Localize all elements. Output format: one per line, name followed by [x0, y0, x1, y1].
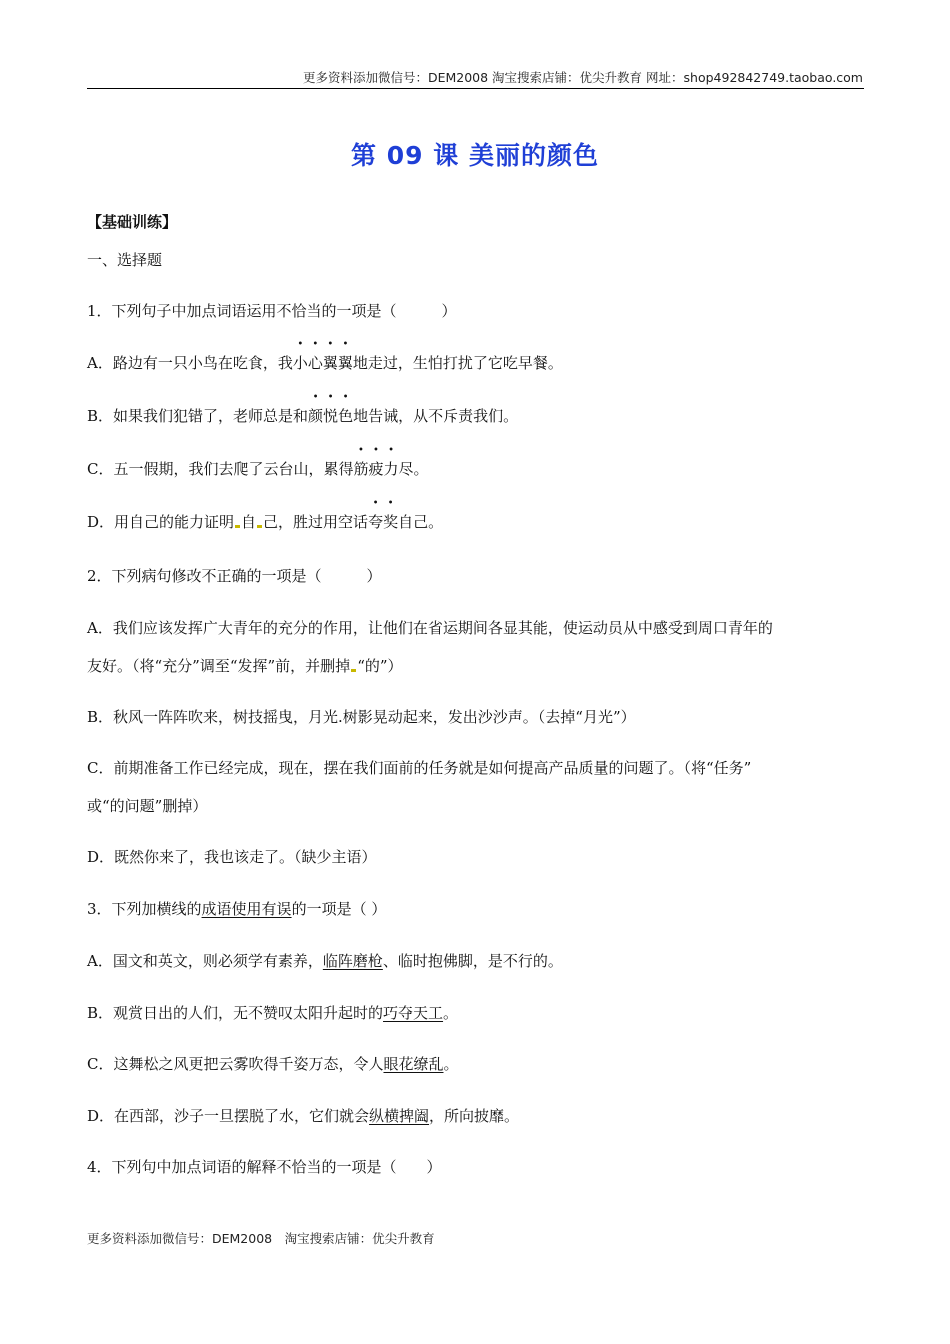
q3-c-pre: C．这舞松之风更把云雾吹得千姿万态，令人	[87, 1055, 384, 1073]
q1-b-dotted	[308, 407, 353, 425]
q2-option-a-line1: A．我们应该发挥广大青年的充分的作用，让他们在省运期间各显其能，使运动员从中感受到周口青年的	[87, 619, 773, 637]
q1-c-post: 尽。	[398, 460, 429, 478]
q3-c-idiom: 眼花缭乱	[383, 1055, 444, 1073]
q3-a-pre: A．国文和英文，则必须学有素养，	[87, 952, 323, 970]
q3-stem-pre: 3．下列加横线的	[87, 900, 202, 918]
page-footer: 更多资料添加微信号：DEM2008 淘宝搜索店铺：优尖升教育	[87, 1231, 435, 1246]
highlight-mark	[351, 669, 356, 672]
q2-option-c-line2: 或“的问题”删掉）	[87, 797, 208, 815]
q3-option-d	[87, 1106, 519, 1126]
page-header: 更多资料添加微信号：DEM2008 淘宝搜索店铺：优尖升教育 网址：shop492842749.taobao.com	[302, 70, 863, 85]
q1-b-post: 地告诫，从不斥责我们。	[353, 407, 519, 425]
q3-option-b	[87, 1003, 458, 1023]
highlight-mark	[257, 525, 262, 528]
part-label: 一、选择题	[87, 251, 163, 269]
q1-a-pre: A．路边有一只小鸟在吃食，我	[87, 354, 293, 372]
q2-option-a-line2	[87, 656, 403, 676]
q3-stem	[87, 899, 386, 919]
emphasis-dot-char: 悦	[323, 407, 339, 425]
q1-option-c	[87, 459, 429, 479]
emphasis-dot-char: 翼	[337, 354, 353, 372]
q3-a-idiom: 临阵磨枪	[322, 952, 383, 970]
q1-option-b	[87, 406, 518, 426]
q1-d-mid2: 己，胜过用空话	[263, 513, 369, 531]
q3-c-post: 。	[443, 1055, 459, 1073]
q2-a-line2-post: “的”）	[357, 657, 403, 675]
q1-d-dotted	[368, 513, 398, 531]
q2-option-c-line1: C．前期准备工作已经完成，现在，摆在我们面前的任务就是如何提高产品质量的问题了。（将“任务”	[87, 759, 752, 777]
emphasis-dot-char: 色	[338, 407, 354, 425]
q2-a-line2-pre: 友好。（将“充分”调至“发挥”前，并删掉	[87, 657, 351, 675]
q1-d-pre: D．用自己的能力证明	[87, 513, 235, 531]
q2-stem: 2．下列病句修改不正确的一项是（ ）	[87, 567, 382, 585]
section-label: 【基础训练】	[87, 213, 178, 231]
q1-d-post: 自己。	[398, 513, 444, 531]
emphasis-dot-char: 奖	[383, 513, 399, 531]
emphasis-dot-char: 翼	[322, 354, 338, 372]
emphasis-dot-char: 疲	[368, 460, 384, 478]
q1-option-a	[87, 353, 563, 373]
q3-d-post: ，所向披靡。	[429, 1107, 520, 1125]
emphasis-dot-char: 心	[307, 354, 323, 372]
header-divider	[87, 88, 864, 89]
q1-a-post: 地走过，生怕打扰了它吃早餐。	[352, 354, 563, 372]
emphasis-dot-char: 颜	[308, 407, 324, 425]
q1-option-d	[87, 512, 443, 532]
q3-d-idiom: 纵横捭阖	[369, 1107, 430, 1125]
emphasis-dot-char: 筋	[353, 460, 369, 478]
q3-b-post: 。	[443, 1004, 459, 1022]
q1-c-dotted	[353, 460, 398, 478]
q1-a-dotted	[293, 354, 353, 372]
q3-stem-post: 的一项是（ ）	[291, 900, 387, 918]
q1-stem: 1．下列句子中加点词语运用不恰当的一项是（ ）	[87, 302, 457, 320]
q2-option-b: B．秋风一阵阵吹来，树技摇曳，月光.树影晃动起来，发出沙沙声。（去掉“月光”）	[87, 708, 636, 726]
highlight-mark	[235, 525, 240, 528]
q2-option-d: D．既然你来了，我也该走了。（缺少主语）	[87, 848, 377, 866]
emphasis-dot-char: 力	[383, 460, 399, 478]
q1-c-pre: C．五一假期，我们去爬了云台山，累得	[87, 460, 354, 478]
emphasis-dot-char: 小	[292, 354, 308, 372]
q1-b-pre: B．如果我们犯错了，老师总是和	[87, 407, 309, 425]
q3-option-a	[87, 951, 563, 971]
q1-d-mid1: 自	[241, 513, 257, 531]
q3-b-pre: B．观赏日出的人们，无不赞叹太阳升起时的	[87, 1004, 384, 1022]
q3-stem-underlined: 成语使用有误	[201, 900, 292, 918]
q3-a-post: 、临时抱佛脚，是不行的。	[382, 952, 563, 970]
q3-option-c	[87, 1054, 459, 1074]
emphasis-dot-char: 夸	[368, 513, 384, 531]
q3-d-pre: D．在西部，沙子一旦摆脱了水，它们就会	[87, 1107, 370, 1125]
q3-b-idiom: 巧夺天工	[383, 1004, 444, 1022]
page-title: 第 09 课 美丽的颜色	[351, 141, 599, 170]
q4-stem: 4．下列句中加点词语的解释不恰当的一项是（ ）	[87, 1158, 442, 1176]
